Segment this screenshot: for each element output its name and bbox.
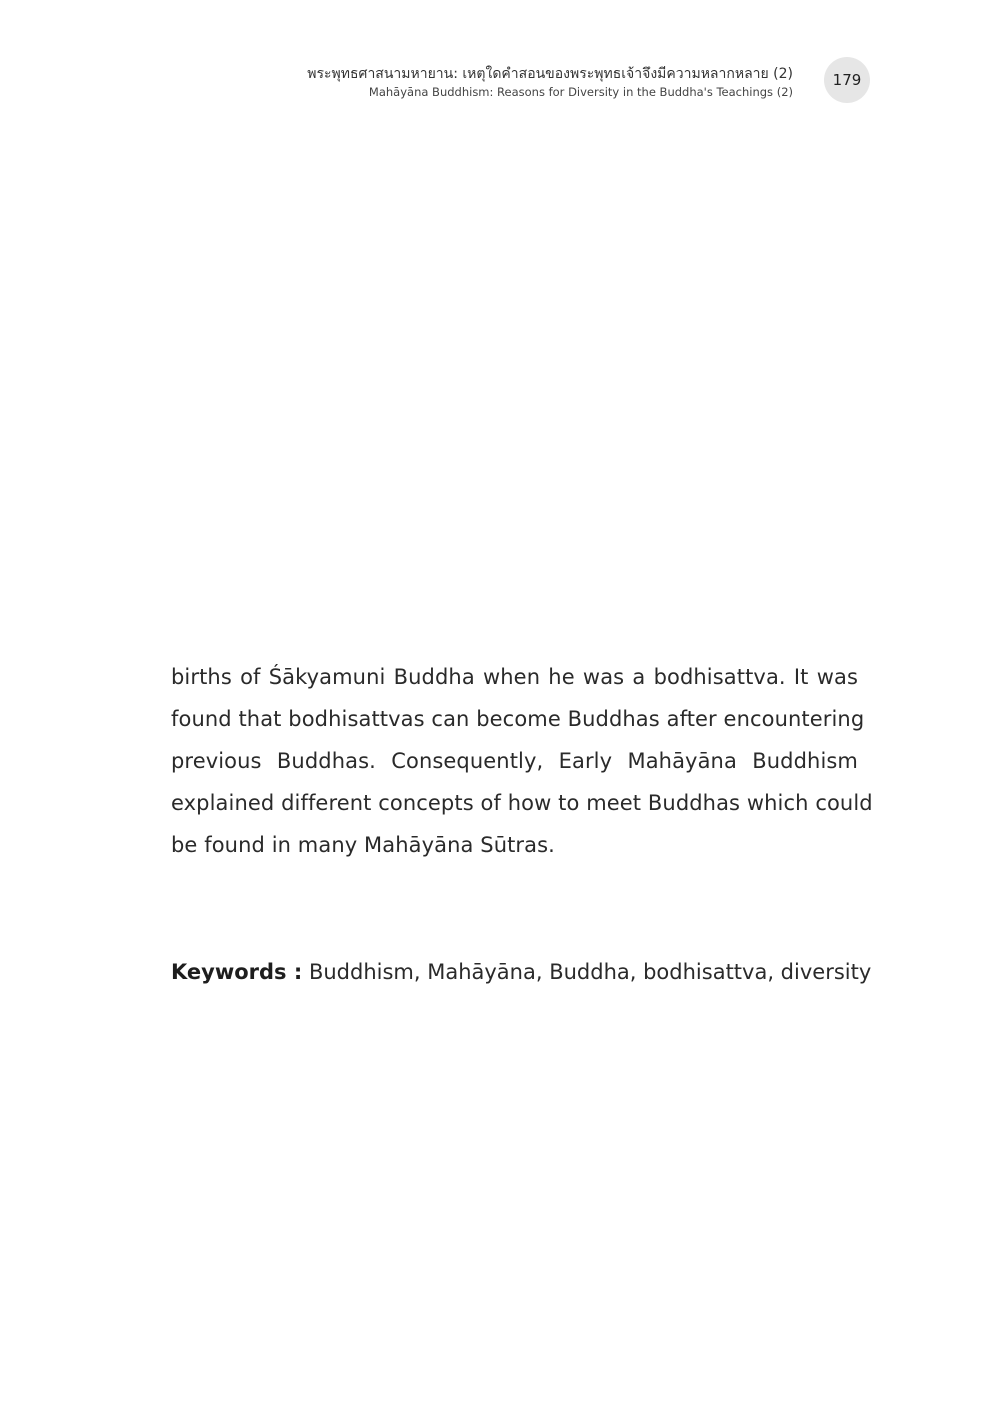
body-line: explained different concepts of how to meet Buddhas which could <box>171 791 873 815</box>
keywords-line <box>171 951 872 993</box>
body-line: births of Śākyamuni Buddha when he was a bodhisattva. It was <box>171 665 858 689</box>
body-line: previous Buddhas. Consequently, Early Mahāyāna Buddhism <box>171 749 858 773</box>
keywords-value: Buddhism, Mahāyāna, Buddha, bodhisattva, diversity <box>302 960 872 984</box>
body-paragraph <box>171 656 873 866</box>
body-line: found that bodhisattvas can become Buddhas after encountering <box>171 707 865 731</box>
page-number: 179 <box>832 71 862 89</box>
keywords-label: Keywords : <box>171 960 303 984</box>
header-title-english: Mahāyāna Buddhism: Reasons for Diversity in the Buddha's Teachings (2) <box>368 85 793 99</box>
running-header <box>153 64 793 100</box>
header-title-thai: พระพุทธศาสนามหายาน: เหตุใดคำสอนของพระพุทธเจ้าจึงมีความหลากหลาย (2) <box>307 66 793 82</box>
page-number-badge <box>824 57 870 103</box>
body-line: be found in many Mahāyāna Sūtras. <box>171 833 555 857</box>
